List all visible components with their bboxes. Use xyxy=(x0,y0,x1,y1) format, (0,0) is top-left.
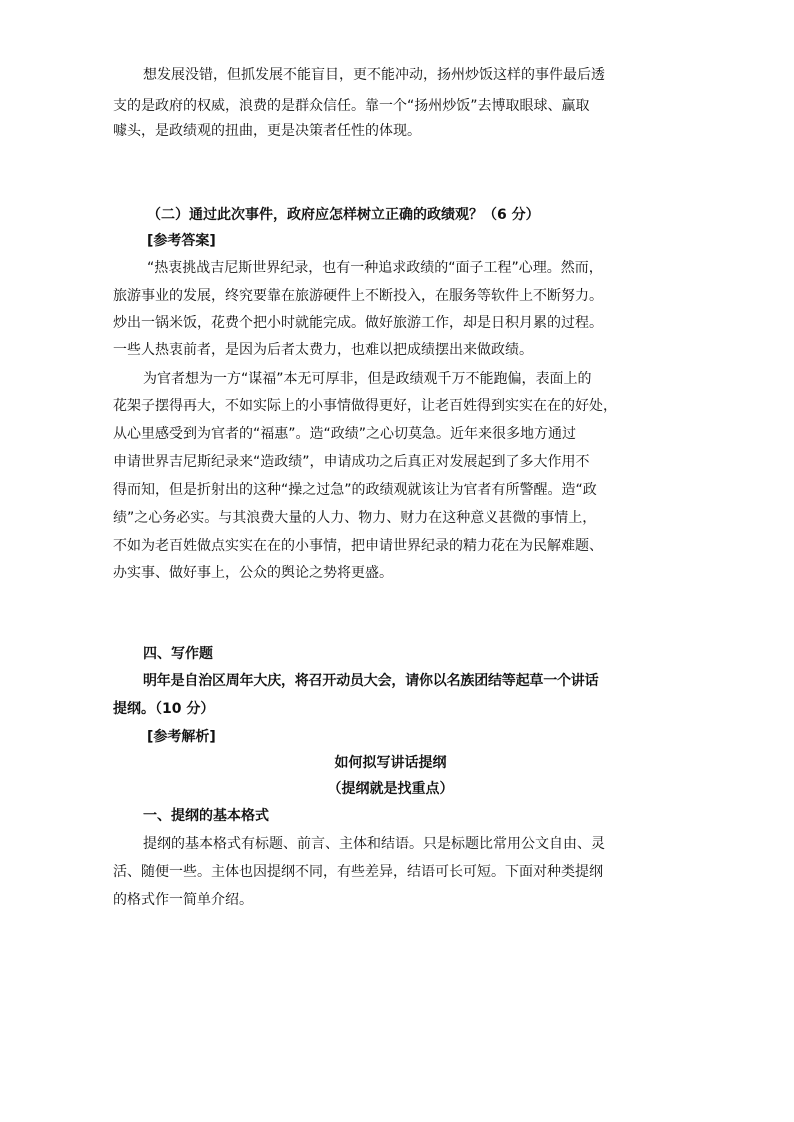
question-2-heading: （二）通过此次事件，政府应怎样树立正确的政绩观？（6 分） xyxy=(147,207,540,223)
center-title: 如何拟写讲话提纲 xyxy=(334,755,447,771)
para3-line-4: 申请世界吉尼斯纪录来“造政绩”，申请成功之后真正对发展起到了多大作用不 xyxy=(113,454,590,470)
para2-line-4: 一些人热衷前者，是因为后者太费力，也难以把成绩摆出来做政绩。 xyxy=(113,342,533,358)
section-4-title: 四、写作题 xyxy=(143,646,213,662)
sub-heading-format: 一、提纲的基本格式 xyxy=(143,808,269,824)
para1-line-1: 想发展没错，但抓发展不能盲目，更不能冲动，扬州炒饭这样的事件最后透 xyxy=(143,67,605,83)
writing-prompt-line-2: 提纲。（10 分） xyxy=(113,701,215,717)
para2-line-1: “热衷挑战吉尼斯世界纪录，也有一种追求政绩的“面子工程”心理。然而， xyxy=(147,260,603,276)
para4-line-2: 活、随便一些。主体也因提纲不同，有些差异，结语可长可短。下面对种类提纲 xyxy=(113,864,603,880)
para4-line-1: 提纲的基本格式有标题、前言、主体和结语。只是标题比常用公文自由、灵 xyxy=(143,836,605,852)
center-subtitle: （提纲就是找重点） xyxy=(327,781,454,797)
para3-line-8: 办实事、做好事上，公众的舆论之势将更盛。 xyxy=(113,565,393,581)
para4-line-3: 的格式作一简单介绍。 xyxy=(113,892,253,908)
para3-line-7: 不如为老百姓做点实实在在的小事情，把申请世界纪录的精力花在为民解难题、 xyxy=(113,538,603,554)
reference-analysis-label: [参考解析] xyxy=(147,729,216,745)
para3-line-1: 为官者想为一方“谋福”本无可厚非，但是政绩观千万不能跑偏，表面上的 xyxy=(143,371,592,387)
reference-answer-label: [参考答案] xyxy=(147,233,216,249)
para3-line-6: 绩”之心务必实。与其浪费大量的人力、物力、财力在这种意义甚微的事情上， xyxy=(113,510,597,526)
para3-line-5: 得而知，但是折射出的这种“操之过急”的政绩观就该让为官者有所警醒。造“政 xyxy=(113,482,597,498)
writing-prompt-line-1: 明年是自治区周年大庆，将召开动员大会，请你以名族团结等起草一个讲话 xyxy=(143,673,599,689)
para3-line-3: 从心里感受到为官者的“福惠”。造“政绩”之心切莫急。近年来很多地方通过 xyxy=(113,426,577,442)
para1-line-3: 噱头，是政绩观的扭曲，更是决策者任性的体现。 xyxy=(113,123,421,139)
para1-line-2: 支的是政府的权威，浪费的是群众信任。靠一个“扬州炒饭”去博取眼球、赢取 xyxy=(113,98,590,114)
para2-line-2: 旅游事业的发展，终究要靠在旅游硬件上不断投入，在服务等软件上不断努力。 xyxy=(113,288,603,304)
para3-line-2: 花架子摆得再大，不如实际上的小事情做得更好，让老百姓得到实实在在的好处， xyxy=(113,398,617,414)
para2-line-3: 炒出一锅米饭，花费个把小时就能完成。做好旅游工作，却是日积月累的过程。 xyxy=(113,315,603,331)
